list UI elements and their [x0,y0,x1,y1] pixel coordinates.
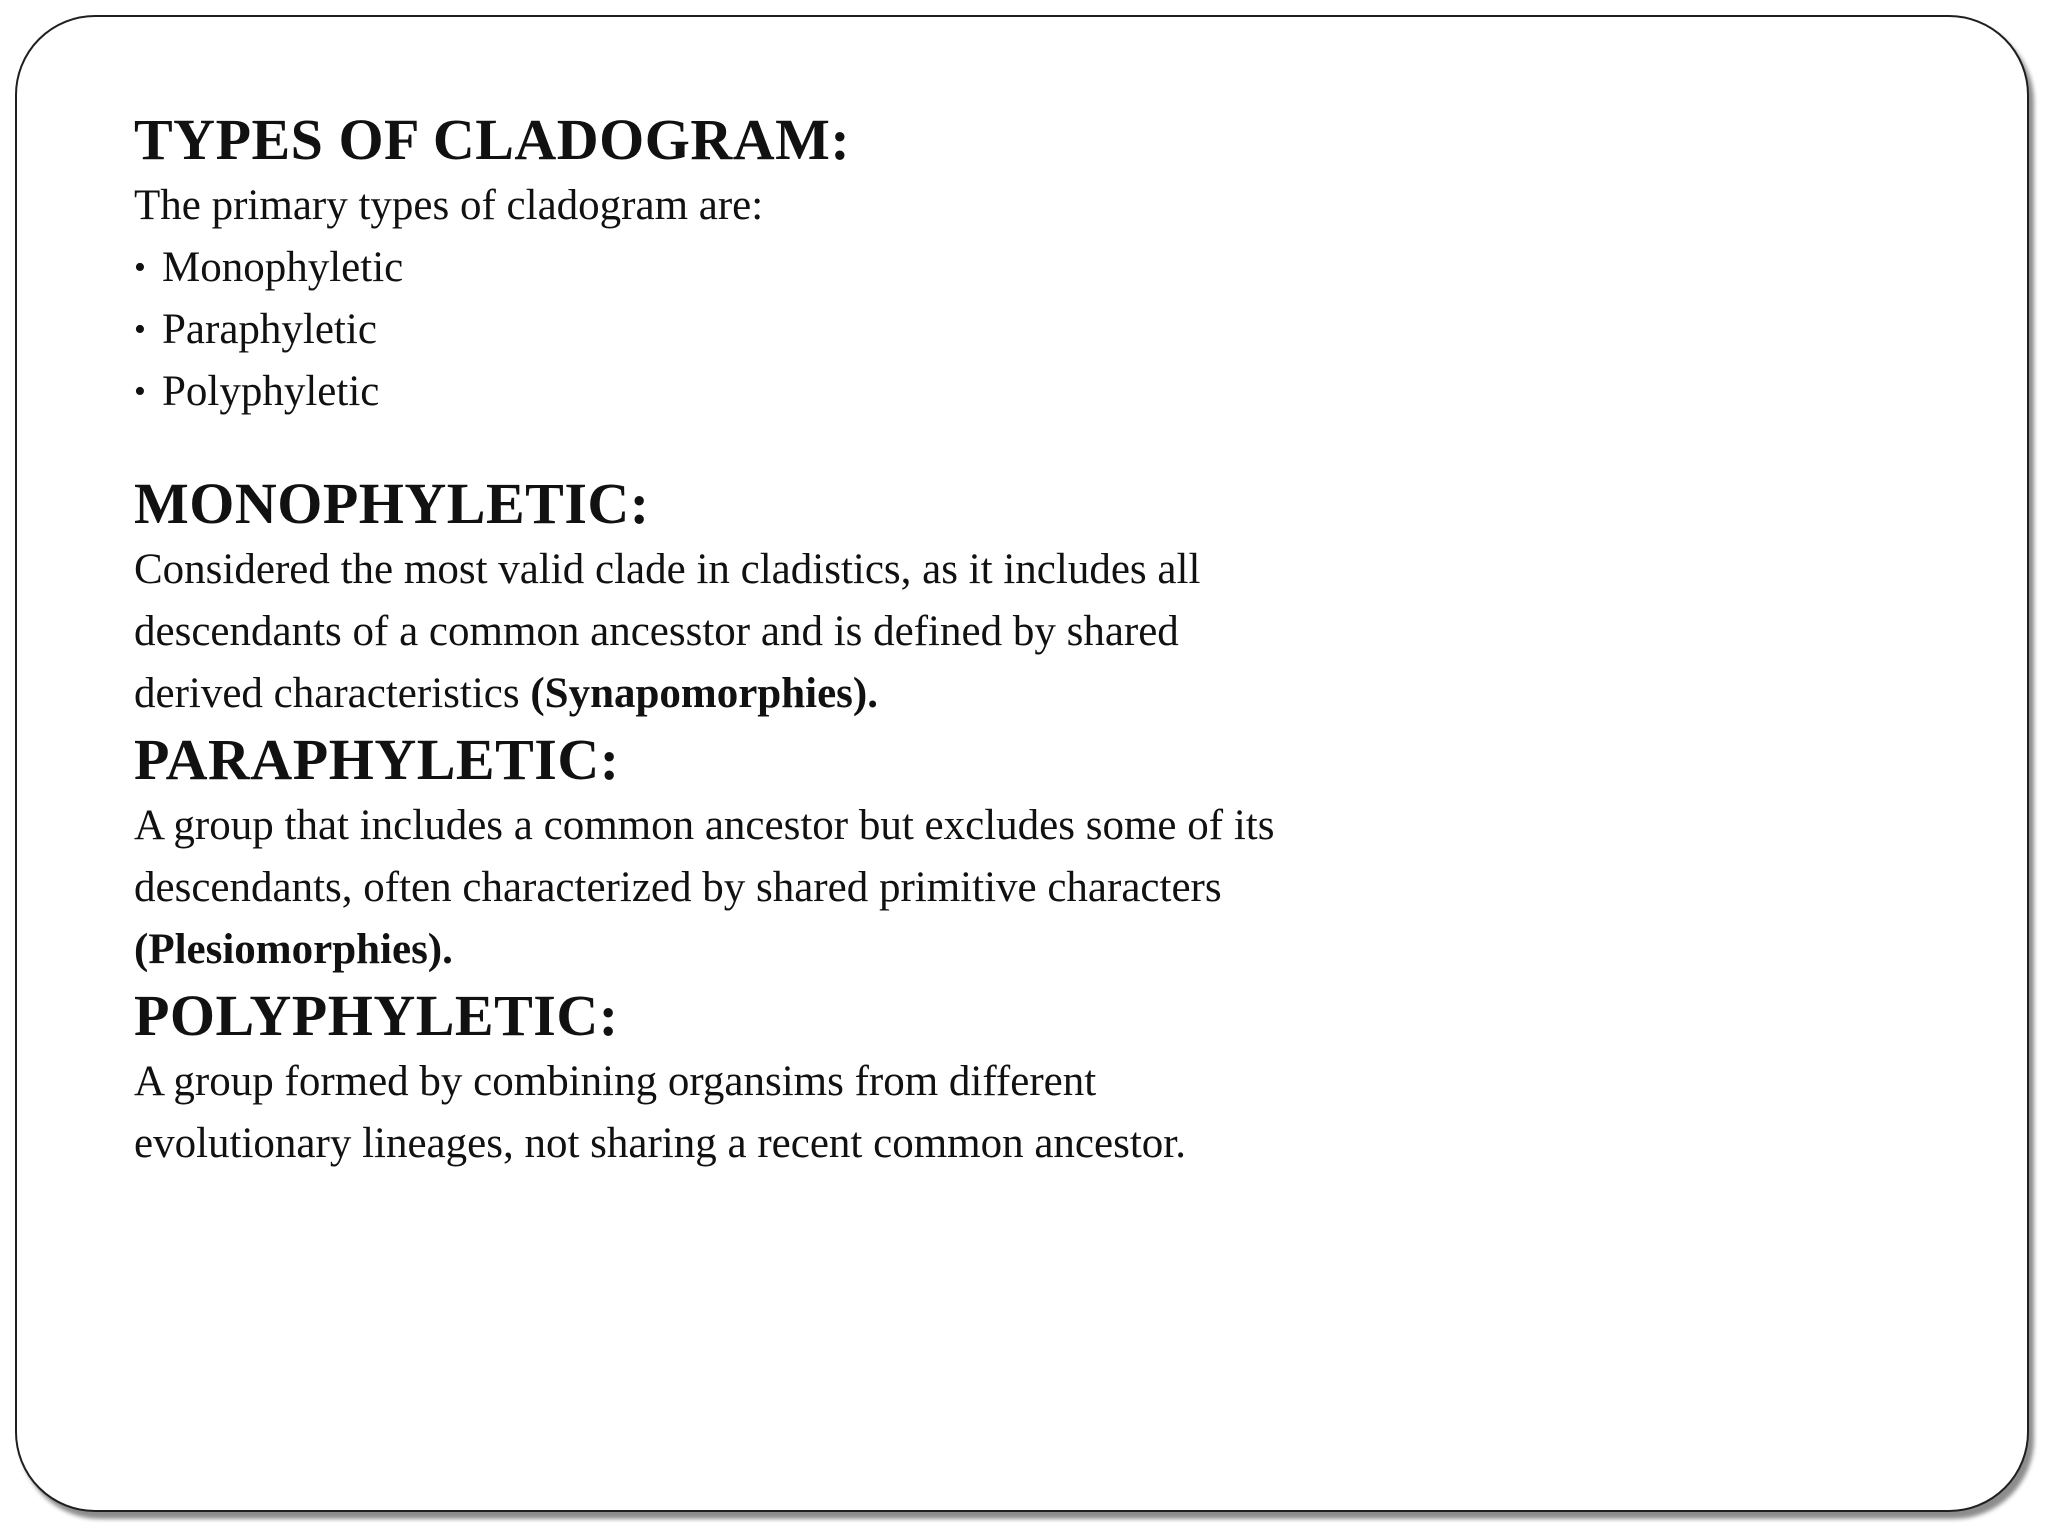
list-item-label: Polyphyletic [162,368,380,415]
section-body: A group formed by combining organsims from different evolutionary lineages, not sharing a recent common ancestor. [134,1058,1186,1167]
list-item [134,237,1294,299]
section-heading-polyphyletic: POLYPHYLETIC: [134,983,619,1048]
section-heading-monophyletic: MONOPHYLETIC: [134,471,650,536]
slide-content [134,105,1294,1175]
section-bold-term: (Synapomorphies). [530,670,878,717]
section-text-polyphyletic [134,1051,1294,1175]
intro-text: The primary types of cladogram are: [134,182,764,229]
bullet-icon: • [134,373,146,410]
section-body: Considered the most valid clade in cladistics, as it includes all descendants of a common ancesstor and is defined by shared derived characteristics [134,546,1201,717]
list-item [134,361,1294,423]
slide-frame [15,15,2029,1512]
bullet-icon: • [134,249,146,286]
list-item-label: Paraphyletic [162,306,377,353]
section-text-monophyletic [134,539,1294,725]
section-body: A group that includes a common ancestor but excludes some of its descendants, often characterized by shared primitive characters [134,802,1275,911]
list-item [134,299,1294,361]
slide-title: TYPES OF CLADOGRAM: [134,107,851,172]
bullet-icon: • [134,311,146,348]
section-heading-paraphyletic: PARAPHYLETIC: [134,727,620,792]
section-bold-term: (Plesiomorphies). [134,926,453,973]
cladogram-types-list [134,237,1294,423]
section-text-paraphyletic [134,795,1294,981]
list-item-label: Monophyletic [162,244,404,291]
